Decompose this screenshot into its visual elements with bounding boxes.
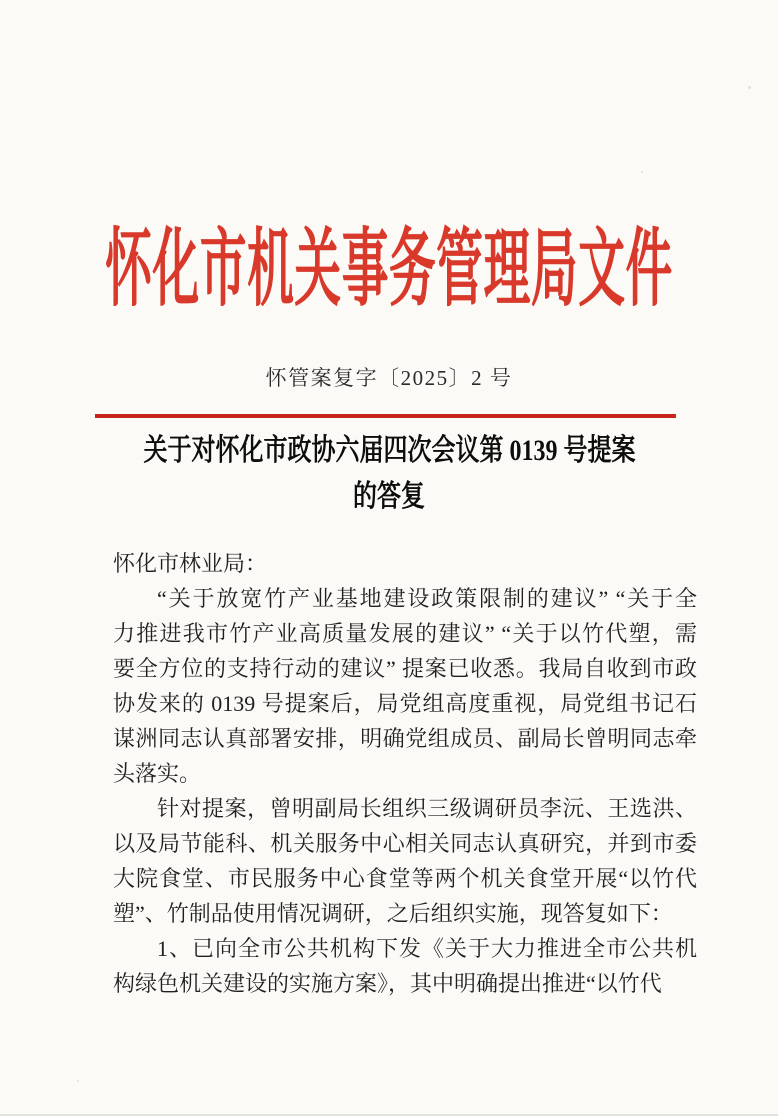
red-header-banner bbox=[0, 204, 778, 320]
body-line: 针对提案，曾明副局长组织三级调研员李沅、王选洪、 bbox=[157, 796, 697, 821]
salutation: 怀化市林业局： bbox=[113, 551, 268, 576]
body-line: 构绿色机关建设的实施方案》，其中明确提出推进“以竹代 bbox=[113, 971, 662, 996]
organization-name: 怀化市机关事务管理局文件 bbox=[105, 223, 673, 317]
body-line: 协发来的 0139 号提案后，局党组高度重视，局党组书记石 bbox=[113, 691, 697, 716]
body-line: 大院食堂、市民服务中心食堂等两个机关食堂开展“以竹代 bbox=[113, 866, 697, 891]
paragraphs bbox=[113, 581, 697, 1001]
body-line: 要全方位的支持行动的建议” 提案已收悉。我局自收到市政 bbox=[113, 656, 697, 681]
body-line: 力推进我市竹产业高质量发展的建议” “关于以竹代塑，需 bbox=[113, 621, 697, 646]
body-line: 谋洲同志认真部署安排，明确党组成员、副局长曾明同志牵 bbox=[113, 726, 697, 751]
scan-speck bbox=[641, 171, 643, 173]
scan-speck bbox=[748, 86, 751, 89]
body-line: “关于放宽竹产业基地建设政策限制的建议” “关于全 bbox=[157, 586, 697, 611]
red-divider-rule bbox=[95, 414, 676, 418]
document-number: 怀管案复字〔2025〕2 号 bbox=[265, 366, 513, 390]
scan-speck bbox=[77, 1080, 79, 1082]
body-line: 1、已向全市公共机构下发《关于大力推进全市公共机 bbox=[157, 936, 697, 961]
title-line: 关于对怀化市政协六届四次会议第 0139 号提案 bbox=[143, 434, 635, 467]
document-title bbox=[0, 428, 778, 520]
body-line: 塑”、竹制品使用情况调研，之后组织实施，现答复如下： bbox=[113, 901, 673, 926]
body-line: 头落实。 bbox=[113, 761, 202, 786]
title-line: 的答复 bbox=[353, 480, 425, 513]
body-line: 以及局节能科、机关服务中心相关同志认真研究，并到市委 bbox=[113, 831, 697, 856]
document-body bbox=[113, 546, 697, 1001]
